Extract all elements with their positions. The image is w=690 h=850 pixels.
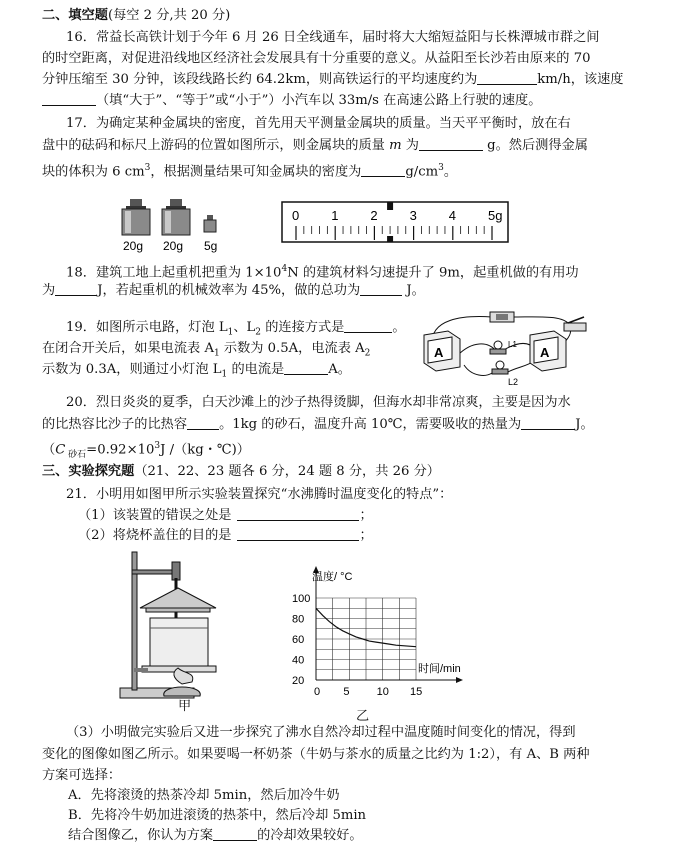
- q18-line2-end: J。: [402, 283, 425, 298]
- scale-frame: [282, 202, 508, 242]
- chart-grid: [316, 598, 416, 680]
- bulb-l2: [492, 361, 518, 387]
- q21-part3-line2: 变化的图像如图乙所示。如果要喝一杯奶茶（牛奶与茶水的质量之比约为 1:2），有 A、B 两种: [42, 747, 590, 762]
- q17-mass-symbol: m: [389, 138, 402, 153]
- q21-part2: [78, 526, 373, 546]
- chart-y-axis-label: 温度/ °C: [312, 571, 353, 583]
- bulb-l1: [490, 340, 517, 354]
- q17-line2-text: 盘中的砝码和标尺上游码的位置如图所示，则金属块的质量: [42, 138, 390, 153]
- q21-part2-text: （2）将烧杯盖住的目的是: [78, 528, 232, 543]
- ammeter-a2: [424, 331, 460, 371]
- q18-line1-text: 18．建筑工地上起重机把重为 1×10: [66, 265, 282, 281]
- q19-sub3: 1: [213, 348, 220, 359]
- q16-line3-text: 分钟压缩至 30 分钟，该段线路长约 64.2km，则高铁运行的平均速度约为: [42, 72, 478, 87]
- q19-sub4: 2: [364, 348, 371, 359]
- rider-top: [387, 202, 393, 210]
- q21-option-a: A．先将滚烫的热茶冷却 5min，然后加冷牛奶: [68, 788, 340, 803]
- q21-part1-text: （1）该装置的错误之处是: [78, 508, 232, 523]
- chart-y-tick-labels: [292, 593, 310, 687]
- q18-line2-text: 为: [42, 283, 56, 298]
- y-tick-label: 100: [292, 593, 311, 605]
- q21-option-b: B．先将冷牛奶加进滚烫的热茶中，然后冷却 5min: [68, 808, 367, 823]
- section-3-title: 三、实验探究题: [42, 464, 135, 479]
- q20-line2: [42, 415, 594, 435]
- battery: [490, 312, 514, 322]
- q19-line1-text3: 的连接方式是: [261, 320, 345, 335]
- x-axis-arrow: [456, 677, 463, 683]
- q21-part3-line1: （3）小明做完实验后又进一步探究了沸水自然冷却过程中温度随时间变化的情况，得到: [66, 725, 576, 740]
- clamp: [172, 562, 180, 580]
- q17-line1: 17．为确定某种金属块的密度，首先用天平测量金属块的质量。当天平平衡时，放在右: [66, 116, 571, 131]
- q16-line1: 16．常益长高铁计划于今年 6 月 26 日全线通车，届时将大大缩短益阳与长株潭城市群之间: [66, 30, 600, 45]
- y-tick-label: 60: [292, 634, 305, 646]
- ammeter-a1-label: A: [540, 345, 550, 360]
- q20-line3-text: =0.92×10: [86, 442, 155, 458]
- q21-part1: [78, 506, 373, 526]
- q21-final-line: [68, 826, 363, 846]
- q16-line3: [42, 70, 623, 90]
- scale-label: 0: [292, 208, 300, 223]
- x-tick-label: 0: [314, 686, 321, 698]
- q19-line1-text2: 、L: [233, 320, 256, 335]
- q17-sup2: 3: [438, 163, 444, 173]
- ring-support: [134, 668, 148, 672]
- q20-sub: 砂石: [65, 450, 87, 461]
- q16-line4: [42, 91, 541, 111]
- q20-line2-end: J。: [575, 417, 594, 432]
- ammeter-a1: [530, 331, 566, 371]
- section-2-title: 二、填空题: [42, 8, 108, 23]
- scale-label: 5g: [488, 208, 503, 223]
- q17-line2: [42, 136, 588, 156]
- q19-sub2: 2: [255, 327, 262, 338]
- weight-label-3: 5g: [204, 239, 218, 253]
- q18-blank-total-work[interactable]: [360, 281, 402, 296]
- bulb-l1-label: L1: [508, 340, 517, 349]
- q16-blank-compare[interactable]: [42, 91, 96, 106]
- q21-blank-plan[interactable]: [213, 826, 257, 841]
- chart-x-tick-labels: [314, 686, 422, 698]
- q17-line3-end: 。: [443, 164, 458, 180]
- q17-line2-text2: 为: [401, 138, 419, 153]
- x-tick-label: 15: [410, 686, 423, 698]
- q19-line3-text2: 的电流是: [227, 362, 285, 377]
- chart-x-axis-label: 时间/min: [418, 663, 461, 675]
- section-2-note: (每空 2 分,共 20 分): [107, 8, 231, 23]
- q18-sup: 4: [281, 264, 288, 274]
- clamp-arm: [132, 570, 178, 574]
- weight-20g-2: [162, 199, 190, 235]
- y-tick-label: 40: [292, 654, 305, 667]
- q17-line3-unit: g/cm: [405, 164, 439, 180]
- q18-line1-text2: N 的建筑材料匀速提升了 9m，起重机做的有用功: [287, 265, 579, 281]
- q20-line1: 20．烈日炎炎的夏季，白天沙滩上的沙子热得烫脚，但海水却非常凉爽，主要是因为水: [66, 395, 571, 410]
- q21-intro: 21．小明用如图甲所示实验装置探究“水沸腾时温度变化的特点”：: [66, 487, 453, 502]
- q18-line1: [66, 259, 579, 283]
- section-2-heading: [42, 6, 230, 26]
- weight-20g-1: [122, 199, 150, 235]
- q19-line3: [42, 360, 351, 385]
- weight-label-2: 20g: [163, 239, 184, 253]
- q16-line2: 的时空距离，对促进沿线地区经济社会发展具有十分重要的意义。从益阳至长沙若由原来的 70: [42, 51, 591, 66]
- q20-line3-open: （: [42, 442, 56, 458]
- q20-line3-end: J /（kg・℃)）: [160, 442, 250, 458]
- balance-scale-figure: [280, 200, 512, 246]
- q17-line3-text: 块的体积为 6 cm: [42, 164, 145, 180]
- q21-final-text: 结合图像乙，你认为方案: [68, 828, 214, 843]
- q16-line3-unit: km/h，该速度: [537, 72, 624, 87]
- q17-line3: [42, 158, 457, 182]
- scale-label: 3: [409, 208, 417, 223]
- rider-bottom: [387, 236, 393, 242]
- q20-c-symbol: C: [55, 442, 66, 458]
- q19-blank-connection[interactable]: [344, 318, 392, 333]
- scale-label: 4: [448, 208, 457, 223]
- q21-blank-purpose[interactable]: [237, 526, 359, 541]
- q17-blank-mass[interactable]: [419, 136, 483, 151]
- x-tick-label: 5: [343, 686, 350, 698]
- q18-blank-useful-work[interactable]: [55, 281, 97, 296]
- q21-blank-error[interactable]: [237, 506, 359, 521]
- q20-blank-compare[interactable]: [187, 415, 219, 430]
- q20-sup: 3: [154, 441, 161, 451]
- beaker-cover: [140, 588, 216, 608]
- circuit-figure: [412, 305, 592, 387]
- q21-part3-line3: 方案可选择：: [42, 768, 122, 783]
- beaker: [150, 618, 208, 666]
- scale-label: 1: [331, 208, 339, 223]
- y-tick-label: 20: [292, 675, 305, 687]
- section-3-note: （21、22、23 题各 6 分，24 题 8 分，共 26 分）: [134, 464, 440, 479]
- figure-jia-label: 甲: [178, 699, 192, 714]
- q19-sub5: 1: [221, 369, 228, 380]
- q18-line2-text2: J，若起重机的机械效率为 45%，做的总功为: [97, 283, 361, 298]
- cooling-chart: [280, 558, 480, 708]
- q21-part1-end: ；: [359, 508, 373, 523]
- figure-yi-label: 乙: [356, 709, 370, 724]
- q19-blank-current[interactable]: [284, 360, 328, 375]
- q20-line3: [42, 436, 250, 465]
- q19-line2-text: 在闭合开关后，如果电流表 A: [42, 341, 214, 356]
- q19-sub1: 1: [227, 327, 234, 338]
- q21-part2-end: ；: [359, 528, 373, 543]
- q17-sup: 3: [144, 163, 151, 173]
- weight-5g: [204, 215, 216, 232]
- weight-label-1: 20g: [123, 239, 144, 253]
- boiling-apparatus-figure: [112, 548, 242, 718]
- bulb-l2-label: L2: [508, 377, 519, 387]
- scale-label: 2: [370, 208, 378, 223]
- q19-line2-text2: 示数为 0.5A，电流表 A: [219, 341, 365, 356]
- q20-line2-text2: 。1kg 的砂石，温度升高 10℃，需要吸收的热量为: [219, 417, 522, 432]
- q16-blank-speed[interactable]: [477, 70, 537, 85]
- switch: [564, 317, 586, 331]
- q17-line3-text2: ，根据测量结果可知金属块的密度为: [150, 164, 362, 180]
- q19-line1-text: 19．如图所示电路，灯泡 L: [66, 320, 228, 335]
- q16-line4-text: （填“大于”、“等于”或“小于”）小汽车以 33m/s 在高速公路上行驶的速度。: [96, 93, 542, 108]
- section-3-heading: [42, 462, 440, 482]
- ammeter-a2-label: A: [434, 345, 444, 360]
- q18-line2: [42, 281, 425, 301]
- weights-figure: [118, 196, 230, 254]
- q17-blank-density[interactable]: [361, 162, 405, 177]
- x-tick-label: 10: [376, 686, 389, 698]
- q20-line2-text: 的比热容比沙子的比热容: [42, 417, 188, 432]
- y-tick-label: 80: [292, 613, 305, 626]
- q21-final-text2: 的冷却效果较好。: [257, 828, 363, 843]
- cover-rim: [146, 608, 210, 612]
- q19-line3-text: 示数为 0.3A，则通过小灯泡 L: [42, 362, 222, 377]
- q19-line3-end: A。: [328, 362, 351, 377]
- q20-blank-heat[interactable]: [521, 415, 575, 430]
- q19-line1-end: 。: [392, 320, 406, 335]
- q17-line2-text3: g。然后测得金属: [482, 138, 588, 153]
